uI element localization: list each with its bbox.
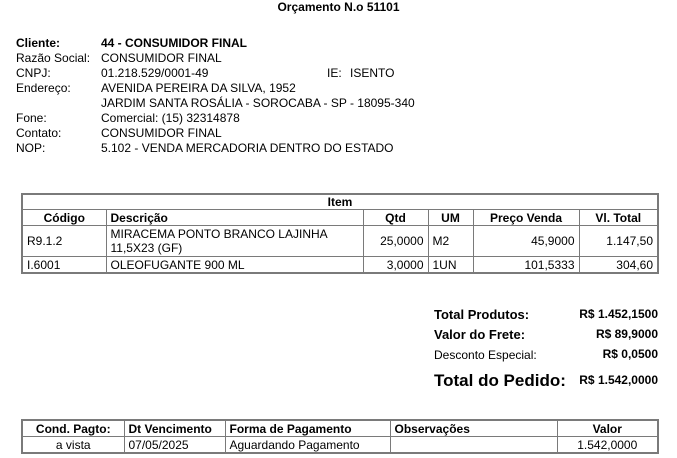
col-observacoes: Observações <box>390 420 557 437</box>
total-produtos-label: Total Produtos: <box>434 307 530 322</box>
table-row <box>22 257 658 274</box>
document-title: Orçamento N.o 51101 <box>277 0 400 14</box>
cell-obs <box>390 437 557 454</box>
total-pedido-value: R$ 1.542,0000 <box>579 373 658 387</box>
cell-um: M2 <box>428 226 473 257</box>
payment-header-row <box>22 420 658 437</box>
nop-value: 5.102 - VENDA MERCADORIA DENTRO DO ESTADO <box>101 141 394 155</box>
cell-preco: 101,5333 <box>473 257 579 274</box>
cell-descricao: OLEOFUGANTE 900 ML <box>106 257 363 274</box>
items-table <box>21 193 659 274</box>
table-row <box>22 226 658 257</box>
ie-label: IE: <box>327 66 342 80</box>
cell-qtd: 3,0000 <box>363 257 428 274</box>
cell-descricao: MIRACEMA PONTO BRANCO LAJINHA 11,5X23 (GF) <box>106 226 363 257</box>
razao-social-value: CONSUMIDOR FINAL <box>101 51 222 65</box>
col-dt-vencimento: Dt Vencimento <box>124 420 225 437</box>
razao-social-label: Razão Social: <box>16 51 91 65</box>
cell-vencimento: 07/05/2025 <box>124 437 225 454</box>
fone-value: Comercial: (15) 32314878 <box>101 111 240 125</box>
desconto-value: R$ 0,0500 <box>602 347 658 361</box>
table-row <box>22 437 658 454</box>
desconto-row <box>434 344 658 364</box>
endereco-label: Endereço: <box>16 81 71 95</box>
contato-label: Contato: <box>16 126 62 140</box>
col-valor: Valor <box>557 420 658 437</box>
endereco-line2-value: JARDIM SANTA ROSÁLIA - SOROCABA - SP - 18095-340 <box>101 96 415 110</box>
totals-block <box>434 304 658 390</box>
payment-table <box>21 419 659 454</box>
cell-preco: 45,9000 <box>473 226 579 257</box>
ie-value: ISENTO <box>350 66 395 80</box>
total-produtos-row <box>434 304 658 324</box>
contato-value: CONSUMIDOR FINAL <box>101 126 222 140</box>
col-descricao: Descrição <box>106 210 363 226</box>
col-cond-pagto: Cond. Pagto: <box>22 420 124 437</box>
col-um: UM <box>428 210 473 226</box>
desconto-label: Desconto Especial: <box>434 348 537 362</box>
cell-total: 1.147,50 <box>579 226 658 257</box>
col-forma-pagamento: Forma de Pagamento <box>225 420 390 437</box>
frete-row <box>434 324 658 344</box>
total-pedido-label: Total do Pedido: <box>434 371 566 390</box>
cell-qtd: 25,0000 <box>363 226 428 257</box>
endereco-value: AVENIDA PEREIRA DA SILVA, 1952 <box>101 81 296 95</box>
cell-codigo: I.6001 <box>22 257 106 274</box>
cell-codigo: R9.1.2 <box>22 226 106 257</box>
cell-cond: a vista <box>22 437 124 454</box>
cell-um: 1UN <box>428 257 473 274</box>
frete-value: R$ 89,9000 <box>595 327 658 341</box>
client-label: Cliente: <box>16 36 61 50</box>
client-value: 44 - CONSUMIDOR FINAL <box>101 36 248 50</box>
cnpj-number: 01.218.529/0001-49 <box>101 66 209 80</box>
col-vl-total: Vl. Total <box>579 210 658 226</box>
cell-valor: 1.542,0000 <box>557 437 658 454</box>
items-section-title: Item <box>22 194 658 210</box>
nop-label: NOP: <box>16 141 46 155</box>
items-header-row <box>22 210 658 226</box>
col-codigo: Código <box>22 210 106 226</box>
col-preco-venda: Preço Venda <box>473 210 579 226</box>
frete-label: Valor do Frete: <box>434 327 526 342</box>
cell-total: 304,60 <box>579 257 658 274</box>
total-produtos-value: R$ 1.452,1500 <box>579 307 658 321</box>
col-qtd: Qtd <box>363 210 428 226</box>
cell-forma: Aguardando Pagamento <box>225 437 390 454</box>
fone-label: Fone: <box>16 111 47 125</box>
cnpj-label: CNPJ: <box>16 66 51 80</box>
total-pedido-row <box>434 364 658 390</box>
cnpj-value <box>101 66 395 81</box>
